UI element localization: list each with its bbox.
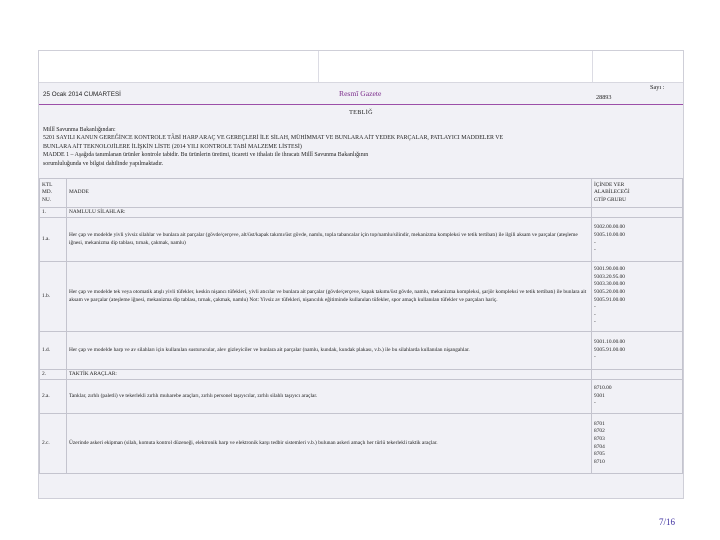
header-number-line: KTL (42, 181, 53, 188)
section-heading: TEBLİĞ (349, 109, 373, 116)
ministry-line: Millî Savunma Bakanlığından: (43, 127, 116, 133)
row-text: Her çap ve modelde harp ve av silahları için kullanılan susturucular, alev gizleyiciler ve bunlara ait parçalar (namlu, kundak, kundak plakası, v.b.) ile bu silahlarda kullanılan nişangahlar. (67, 332, 592, 370)
gazette-title: Resmî Gazete (339, 89, 382, 98)
gtip-code: 9305.91.00.00 (594, 296, 625, 303)
table-row (40, 262, 683, 332)
gtip-code: - (594, 239, 596, 246)
header-number-line: MD. (42, 189, 53, 196)
gtip-code: 9303.20.95.00 (594, 273, 625, 280)
row-number: 2.a. (40, 380, 67, 414)
gtip-code: 9301.90.00.00 (594, 266, 625, 273)
gtip-code: 9302.00.00.00 (594, 224, 625, 231)
row-codes (592, 414, 683, 474)
gtip-code: 9305.91.00.00 (594, 346, 625, 353)
intro-text (43, 126, 679, 168)
gtip-code: 8704 (594, 443, 605, 450)
table-row (40, 414, 683, 474)
gtip-code: 8710 (594, 458, 605, 465)
header-rule (39, 104, 683, 105)
table-row (40, 208, 683, 218)
document-page (38, 50, 684, 499)
page-number: 7/16 (659, 517, 676, 527)
gtip-code: - (594, 400, 596, 407)
table-row (40, 370, 683, 380)
table-header-row (40, 179, 683, 208)
gtip-code: 8701 (594, 420, 605, 427)
list-title-line: 5201 SAYILI KANUN GEREĞİNCE KONTROLE TÂBİ HARP ARAÇ VE GEREÇLERİ İLE SİLAH, MÜHİMMAT VE BUNLARA AİT YEDEK PARÇALAR, PATLAYICI MADDELER VE (43, 135, 504, 142)
gazette-date: 25 Ocak 2014 CUMARTESİ (43, 91, 121, 98)
article-line: MADDE 1 – Aşağıda tanımlanan ürünler kontrole tabidir. Bu ürünlerin üretimi, ticareti ve ithalatı ile ihracatı Millî Savunma Bakanlığının (43, 152, 369, 159)
row-number: 2.c. (40, 414, 67, 474)
gtip-code: 8705 (594, 451, 605, 458)
row-codes (592, 218, 683, 262)
row-codes (592, 380, 683, 414)
row-text: Her çap ve modelde tek veya otomatik atışlı yivli tüfekler, keskin nişancı tüfekleri, yivli atıcılar ve bunlara ait parçalar (gövde/çerçeve, kapak takımı/üst gövde, namlu, mekanizma kompleksi, şarjör kompleksi ve tetik tertibatı) ile bunlara ait aksam ve parçalar (ateşleme iğnesi, mekanizma dip tablası, tırnak, çakmak, namlu) Not: Yivsiz av tüfekleri, nişancılık eğitiminde kullanılan tüfekler, spor amaçlı kullanılan tüfekler ve parçaları hariç. (67, 262, 592, 332)
gtip-code: 8703 (594, 435, 605, 442)
header-gtip-line: ALABİLECEĞİ (594, 189, 630, 196)
row-number: 1.d. (40, 332, 67, 370)
header-divider (592, 51, 593, 82)
gtip-code: - (594, 304, 596, 311)
gtip-code: 9305.20.00.00 (594, 288, 625, 295)
header-gtip-cell (592, 179, 683, 208)
gtip-code: - (594, 319, 596, 326)
issue-label: Sayı : (650, 84, 665, 91)
row-number: 1.b. (40, 262, 67, 332)
control-list-table (39, 178, 683, 474)
row-text: NAMLULU SİLAHLAR: (67, 208, 592, 218)
header-number-cell (40, 179, 67, 208)
gtip-code: 8702 (594, 428, 605, 435)
row-text: Üzerinde askeri ekipman (silah, komuta kontrol düzeneği, elektronik harp ve elektronik karşı tedbir sistemleri v.b.) bulunan askeri amaçlı her türlü tekerlekli taktik araçlar. (67, 414, 592, 474)
table-row (40, 218, 683, 262)
table-row (40, 332, 683, 370)
header-top-band (39, 51, 683, 83)
row-number: 2. (40, 370, 67, 380)
header-gtip-line: İÇİNDE YER (594, 181, 625, 188)
gtip-code: 9303.30.00.00 (594, 281, 625, 288)
gtip-code: 9305.10.00.00 (594, 231, 625, 238)
article-line: sorumluluğunda ve bilgisi dahilinde yapılmaktadır. (43, 160, 164, 167)
row-codes (592, 208, 683, 218)
header-number-line: NU. (42, 196, 52, 203)
gtip-code: 8710.00 (594, 385, 612, 392)
table-row (40, 380, 683, 414)
list-title-line: BUNLARA AİT TEKNOLOJİLERE İLİŞKİN LİSTE (2014 YILI KONTROLE TABİ MALZEME LİSTESİ) (43, 143, 302, 150)
gtip-code: - (594, 311, 596, 318)
row-number: 1. (40, 208, 67, 218)
gtip-code: 9301 (594, 392, 605, 399)
issue-number: 28893 (596, 94, 612, 101)
row-number: 1.a. (40, 218, 67, 262)
row-codes (592, 370, 683, 380)
row-codes (592, 262, 683, 332)
gtip-code: - (594, 247, 596, 254)
row-text: TAKTİK ARAÇLAR: (67, 370, 592, 380)
row-text: Her çap ve modelde yivli yivsiz silahlar ve bunlara ait parçalar (gövde/çerçeve, alt/üst/kapak takımı/üst gövde, namlu, topla tabancalar için top/namlu/silindir, mekanizma kompleksi ve tetik tertibatı) ile ilgili aksam ve parçalar (ateşleme iğnesi, mekanizma dip tablası, tırnak, çakmak, namlu) (67, 218, 592, 262)
gtip-code: - (594, 354, 596, 361)
header-article-cell: MADDE (67, 179, 592, 208)
header-gtip-line: GTİP GRUBU (594, 196, 626, 203)
row-codes (592, 332, 683, 370)
gtip-code: 9301.10.00.00 (594, 339, 625, 346)
row-text: Tanklar, zırhlı (paletli) ve tekerlekli zırhlı muharebe araçları, zırhlı personel taşıyıcılar, zırhlı silahlı taşıyıcı araçlar. (67, 380, 592, 414)
header-divider (318, 51, 319, 82)
